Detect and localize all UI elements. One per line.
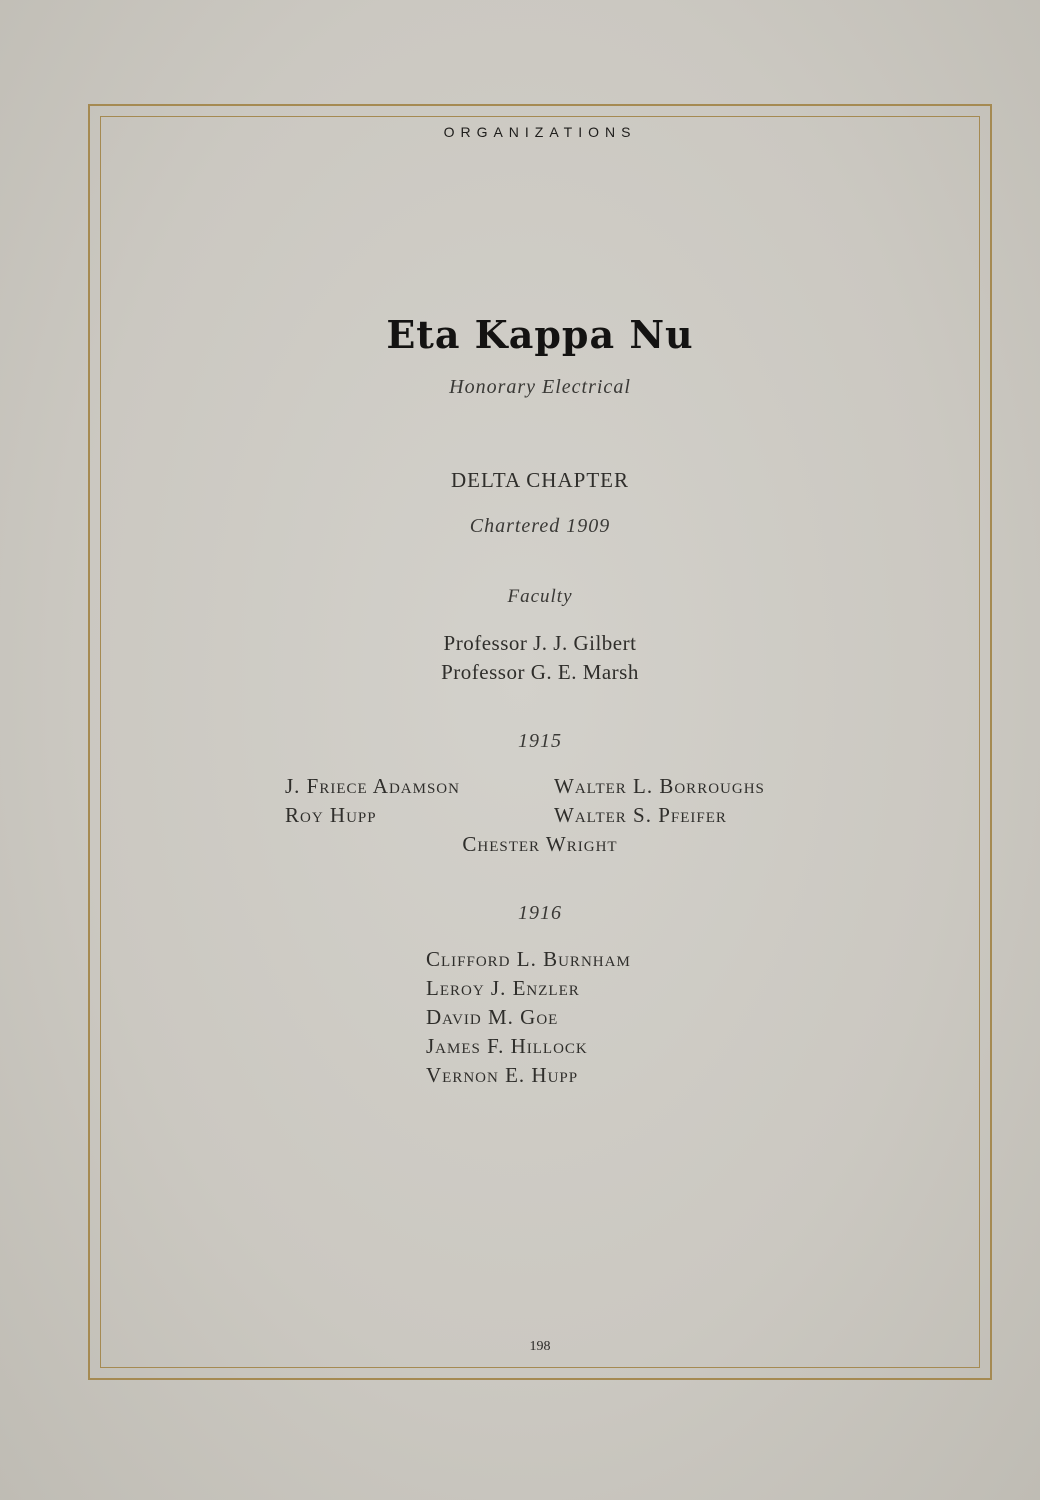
member-name: Clifford L. Burnham xyxy=(426,947,631,971)
member-name: J. Friece Adamson xyxy=(285,774,460,798)
class-year-heading-1915: 1915 xyxy=(518,730,562,752)
faculty-member: Professor G. E. Marsh xyxy=(441,660,639,684)
member-name: James F. Hillock xyxy=(426,1034,588,1058)
class-year-heading-1916: 1916 xyxy=(518,902,562,924)
chapter-name: DELTA CHAPTER xyxy=(451,468,629,492)
class-1916-list xyxy=(426,945,631,1090)
member-name: Vernon E. Hupp xyxy=(426,1063,579,1087)
organization-subtitle: Honorary Electrical xyxy=(449,376,631,398)
member-name: Roy Hupp xyxy=(285,803,377,827)
faculty-heading: Faculty xyxy=(507,586,573,607)
member-name: Walter S. Pfeifer xyxy=(554,803,727,827)
member-name: Walter L. Borroughs xyxy=(554,774,765,798)
member-name: Chester Wright xyxy=(462,832,618,856)
organization-title: Eta Kappa Nu xyxy=(386,312,694,357)
page-number: 198 xyxy=(529,1339,551,1354)
member-name: David M. Goe xyxy=(426,1005,559,1029)
faculty-list xyxy=(100,629,980,687)
faculty-member: Professor J. J. Gilbert xyxy=(443,631,637,655)
chartered-date: Chartered 1909 xyxy=(469,515,611,537)
running-header: ORGANIZATIONS xyxy=(443,124,637,140)
member-name: Leroy J. Enzler xyxy=(426,976,580,1000)
